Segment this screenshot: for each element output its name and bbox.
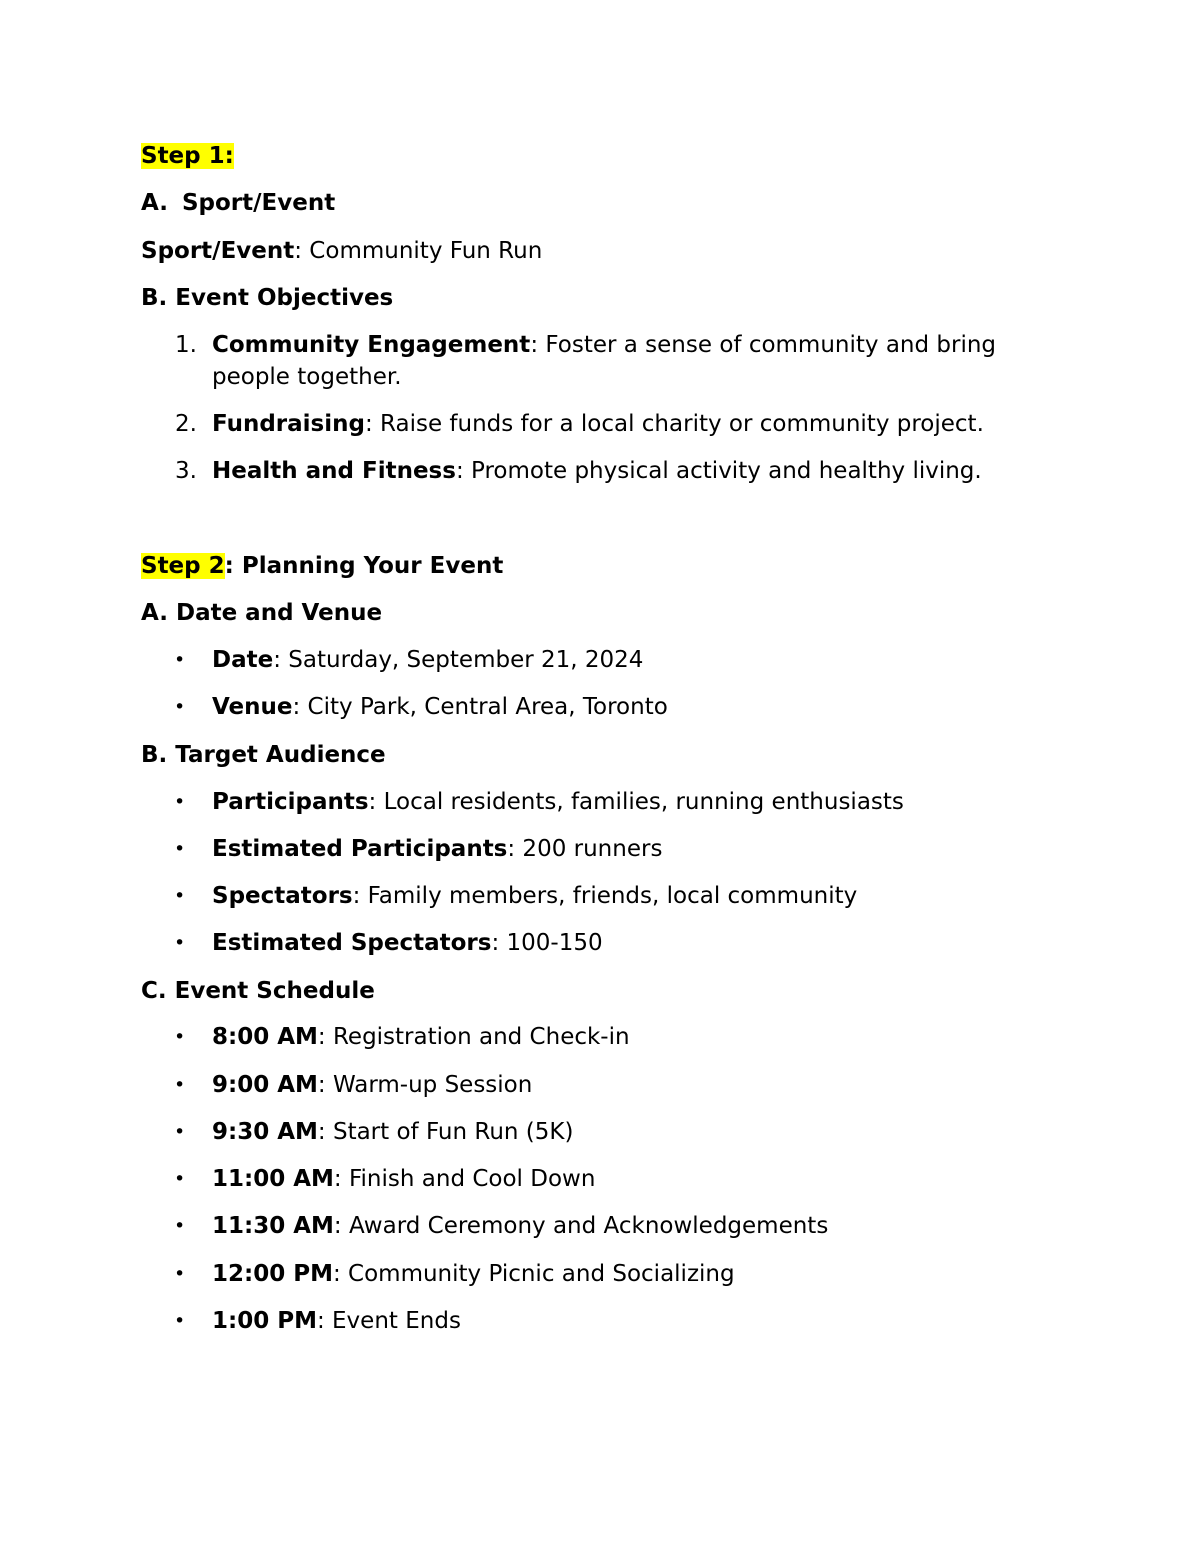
- bullet: •: [174, 838, 186, 860]
- objective-item: [141, 329, 1041, 395]
- schedule-item: [141, 1021, 1041, 1053]
- schedule-activity: : Warm-up Session: [317, 1072, 533, 1098]
- bullet: •: [174, 1121, 186, 1143]
- schedule-activity: : Start of Fun Run (5K): [317, 1119, 574, 1145]
- list-item-text: [212, 644, 1032, 676]
- list-item-value: : 100-150: [491, 930, 603, 956]
- schedule-item: [141, 1210, 1041, 1242]
- sport-event-value: : Community Fun Run: [294, 238, 543, 264]
- objective-item: [141, 408, 1041, 440]
- list-item-text: [212, 927, 1032, 959]
- section-b-heading: B. Event Objectives: [141, 285, 394, 311]
- schedule-item-text: [212, 1021, 1032, 1053]
- schedule-activity: : Registration and Check-in: [317, 1024, 630, 1050]
- list-item-label: Venue: [212, 694, 293, 720]
- schedule-time: 9:00 AM: [212, 1072, 318, 1098]
- list-item: [141, 927, 1041, 959]
- step1-heading: [141, 141, 234, 171]
- step2-heading: [141, 551, 503, 581]
- section-a-title: Sport/Event: [181, 190, 336, 216]
- bullet: •: [174, 1168, 186, 1190]
- list-item-label: Estimated Spectators: [212, 930, 492, 956]
- bullet: •: [174, 1263, 186, 1285]
- bullet: •: [174, 649, 186, 671]
- bullet: •: [174, 1310, 186, 1332]
- sport-event-label: Sport/Event: [141, 238, 295, 264]
- schedule-activity: : Finish and Cool Down: [333, 1166, 596, 1192]
- schedule-item-text: [212, 1116, 1032, 1148]
- list-item-value: : City Park, Central Area, Toronto: [292, 694, 668, 720]
- schedule-time: 12:00 PM: [212, 1261, 333, 1287]
- schedule-item: [141, 1116, 1041, 1148]
- objective-description: : Raise funds for a local charity or community project.: [364, 411, 984, 437]
- list-item: [141, 691, 1041, 723]
- list-item-text: [212, 833, 1032, 865]
- list-item-value: : Saturday, September 21, 2024: [273, 647, 644, 673]
- schedule-activity: : Community Picnic and Socializing: [332, 1261, 735, 1287]
- list-item-label: Date: [212, 647, 274, 673]
- schedule-activity: : Event Ends: [316, 1308, 461, 1334]
- schedule-item-text: [212, 1305, 1032, 1337]
- objective-label: Fundraising: [212, 411, 365, 437]
- schedule-time: 9:30 AM: [212, 1119, 318, 1145]
- event-schedule-heading: C. Event Schedule: [141, 978, 375, 1004]
- schedule-time: 11:30 AM: [212, 1213, 334, 1239]
- schedule-activity: : Award Ceremony and Acknowledgements: [333, 1213, 829, 1239]
- schedule-time: 11:00 AM: [212, 1166, 334, 1192]
- list-item: [141, 880, 1041, 912]
- list-item-label: Participants: [212, 789, 369, 815]
- bullet: •: [174, 1074, 186, 1096]
- schedule-time: 1:00 PM: [212, 1308, 317, 1334]
- schedule-time: 8:00 AM: [212, 1024, 318, 1050]
- bullet: •: [174, 932, 186, 954]
- list-item-value: : 200 runners: [507, 836, 663, 862]
- objective-text: [212, 455, 1032, 487]
- bullet: •: [174, 696, 186, 718]
- list-item-text: [212, 786, 1032, 818]
- objective-label: Health and Fitness: [212, 458, 456, 484]
- schedule-item: [141, 1163, 1041, 1195]
- objective-text: [212, 329, 1032, 393]
- date-venue-heading: A. Date and Venue: [141, 600, 383, 626]
- list-item: [141, 644, 1041, 676]
- objective-label: Community Engagement: [212, 332, 531, 358]
- objective-description: : Foster a sense of community and bring people together.: [212, 332, 997, 390]
- schedule-item-text: [212, 1210, 1032, 1242]
- objective-number: 3.: [175, 458, 197, 484]
- schedule-item-text: [212, 1069, 1032, 1101]
- section-a-heading: [141, 188, 335, 218]
- objective-text: [212, 408, 1032, 440]
- bullet: •: [174, 1026, 186, 1048]
- step1-label: Step 1:: [141, 143, 234, 169]
- step2-title: : Planning Your Event: [224, 553, 504, 579]
- schedule-item: [141, 1069, 1041, 1101]
- list-item: [141, 833, 1041, 865]
- step2-label: Step 2: [141, 553, 225, 579]
- schedule-item: [141, 1258, 1041, 1290]
- schedule-item-text: [212, 1258, 1032, 1290]
- bullet: •: [174, 791, 186, 813]
- list-item-label: Spectators: [212, 883, 353, 909]
- list-item-value: : Family members, friends, local community: [352, 883, 858, 909]
- bullet: •: [174, 885, 186, 907]
- objective-number: 2.: [175, 411, 197, 437]
- objective-description: : Promote physical activity and healthy living.: [455, 458, 982, 484]
- objective-item: [141, 455, 1041, 487]
- bullet: •: [174, 1215, 186, 1237]
- list-item: [141, 786, 1041, 818]
- list-item-text: [212, 691, 1032, 723]
- list-item-value: : Local residents, families, running enthusiasts: [368, 789, 904, 815]
- section-a-marker: A.: [141, 190, 168, 216]
- objective-number: 1.: [175, 332, 197, 358]
- list-item-label: Estimated Participants: [212, 836, 508, 862]
- schedule-item-text: [212, 1163, 1032, 1195]
- sport-event-line: [141, 236, 542, 266]
- target-audience-heading: B. Target Audience: [141, 742, 386, 768]
- schedule-item: [141, 1305, 1041, 1337]
- list-item-text: [212, 880, 1032, 912]
